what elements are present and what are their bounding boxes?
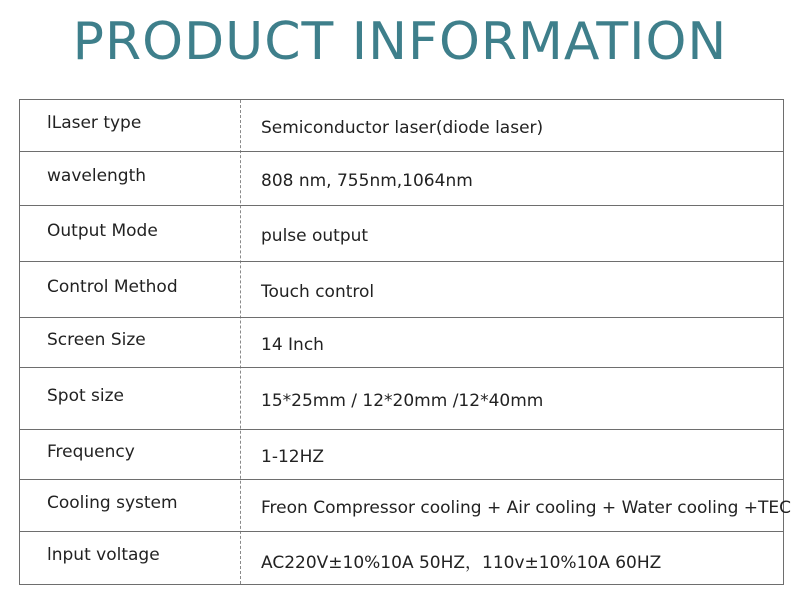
page-title: PRODUCT INFORMATION — [72, 12, 728, 72]
row-value: Touch control — [261, 281, 375, 302]
table-row — [20, 480, 792, 532]
table-row — [20, 262, 783, 318]
row-value: 14 Inch — [261, 334, 324, 355]
row-label: lnput voltage — [47, 545, 160, 565]
row-label: Control Method — [47, 276, 178, 297]
table-row — [20, 152, 783, 206]
row-value: Semiconductor laser(diode laser) — [261, 117, 544, 138]
row-value: Freon Compressor cooling + Air cooling + Water cooling +TEC — [261, 497, 792, 518]
row-label: Frequency — [47, 441, 135, 462]
row-value: AC220V±10%10A 50HZ，110v±10%10A 60HZ — [261, 552, 662, 573]
table-row — [20, 368, 783, 430]
row-label: lLaser type — [47, 112, 142, 133]
table-row — [20, 206, 783, 262]
table-row — [20, 100, 783, 152]
row-value: 15*25mm / 12*20mm /12*40mm — [261, 390, 544, 411]
table-row — [20, 430, 783, 480]
table-row — [20, 532, 783, 584]
row-label: Output Mode — [47, 220, 158, 241]
table-row — [20, 318, 783, 368]
row-label: wavelength — [47, 165, 147, 186]
row-value: 808 nm, 755nm,1064nm — [261, 170, 473, 191]
row-value: pulse output — [261, 225, 369, 246]
spec-table — [19, 99, 792, 585]
row-label: Spot size — [47, 385, 125, 406]
row-value: 1-12HZ — [261, 446, 325, 467]
row-label: Cooling system — [47, 492, 178, 513]
row-label: Screen Size — [47, 329, 146, 350]
